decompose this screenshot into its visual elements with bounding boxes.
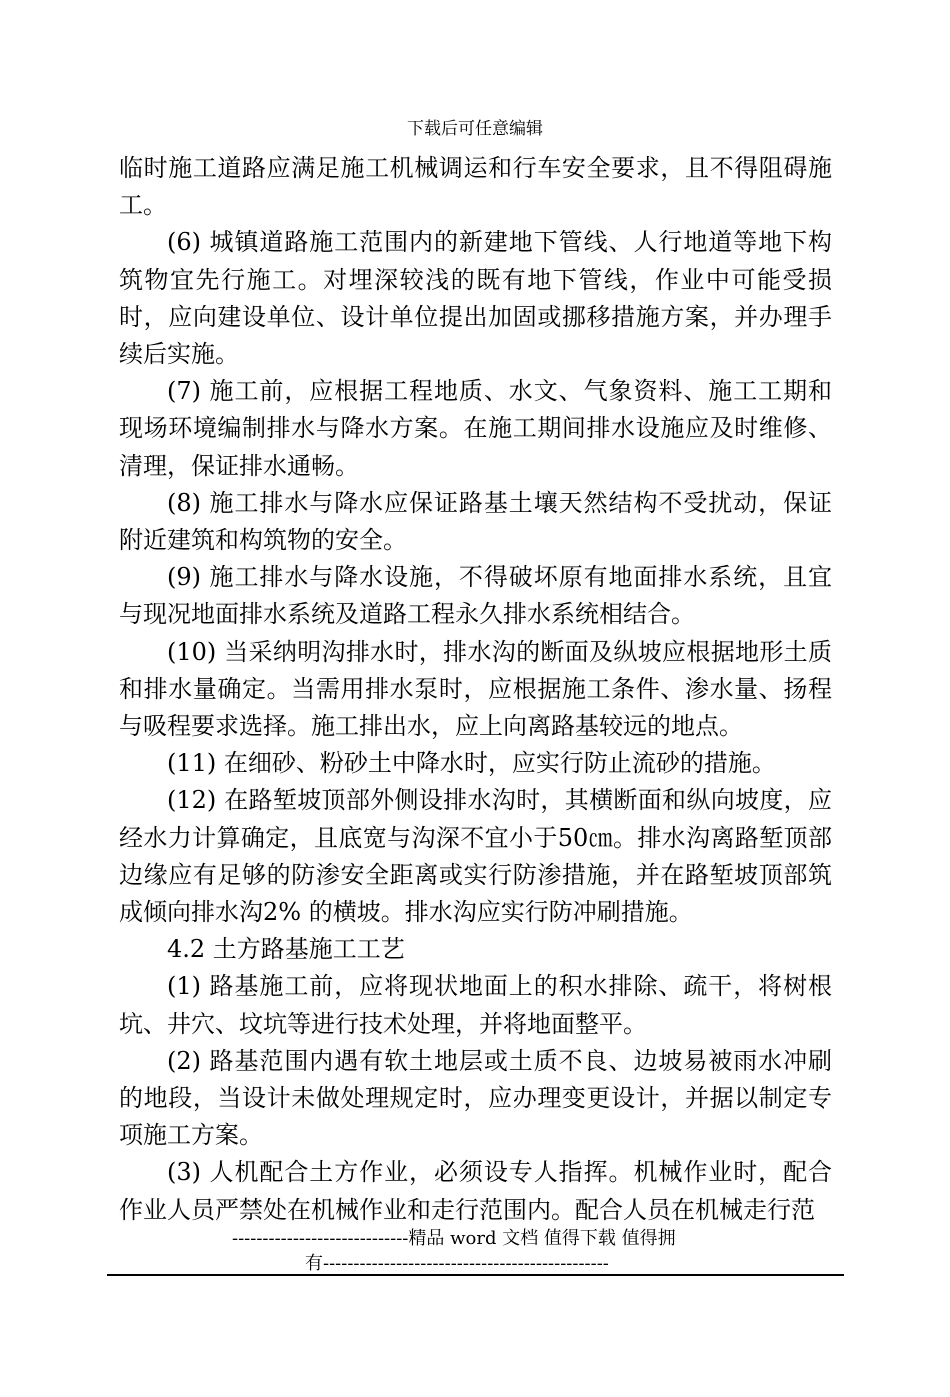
page-header: 下载后可任意编辑 [407,119,543,139]
paragraph: (9) 施工排水与降水设施，不得破坏原有地面排水系统，且宜与现况地面排水系统及道路工程永久排水系统相结合。 [119,563,832,629]
paragraph: (11) 在细砂、粉砂土中降水时，应实行防止流砂的措施。 [167,749,776,778]
body-text [119,150,832,1229]
section-heading: 4.2 土方路基施工工艺 [167,935,405,964]
paragraph: 临时施工道路应满足施工机械调运和行车安全要求，且不得阻碍施工。 [119,154,832,220]
paragraph: (1) 路基施工前，应将现状地面上的积水排除、疏干，将树根坑、井穴、坟坑等进行技术处理，并将地面整平。 [119,972,832,1038]
paragraph: (12) 在路堑坡顶部外侧设排水沟时，其横断面和纵向坡度，应经水力计算确定，且底宽与沟深不宜小于50㎝。排水沟离路堑顶部边缘应有足够的防渗安全距离或实行防渗措施，并在路堑坡顶部筑成倾向排水沟2% 的横坡。排水沟应实行防冲刷措施。 [119,786,832,927]
footer-line-1: -----------------------------精品 word 文档 值得下载 值得拥 [232,1228,676,1249]
paragraph: (8) 施工排水与降水应保证路基土壤天然结构不受扰动，保证附近建筑和构筑物的安全。 [119,488,832,555]
paragraph: (2) 路基范围内遇有软土地层或土质不良、边坡易被雨水冲刷的地段，当设计未做处理规定时，应办理变更设计，并据以制定专项施工方案。 [119,1046,832,1150]
paragraph: (6) 城镇道路施工范围内的新建地下管线、人行地道等地下构筑物宜先行施工。对埋深较浅的既有地下管线，作业中可能受损时，应向建设单位、设计单位提出加固或挪移措施方案，并办理手续后实施。 [119,228,832,369]
footer-line-2: 有----------------------------------------------- [305,1253,609,1274]
paragraph: (10) 当采纳明沟排水时，排水沟的断面及纵坡应根据地形土质和排水量确定。当需用排水泵时，应根据施工条件、渗水量、扬程与吸程要求选择。施工排出水，应上向离路基较远的地点。 [119,637,832,741]
paragraph: (3) 人机配合土方作业，必须设专人指挥。机械作业时，配合作业人员严禁处在机械作业和走行范围内。配合人员在机械走行范 [119,1158,832,1224]
paragraph: (7) 施工前，应根据工程地质、水文、气象资料、施工工期和现场环境编制排水与降水方案。在施工期间排水设施应及时维修、清理，保证排水通畅。 [119,377,832,480]
footer-divider [107,1274,844,1276]
